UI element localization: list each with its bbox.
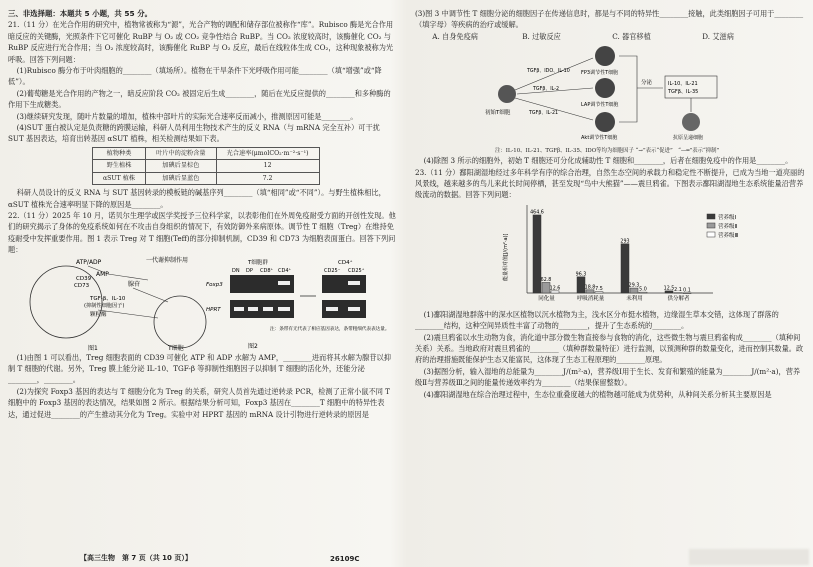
data-label: 464.6 xyxy=(530,210,544,216)
q21-sub1: (1)Rubisco 酶分布于叶肉细胞的________（填场所）。植物在干旱条件下光呼吸作用可能________（填“增强”或“降低”）。 xyxy=(8,66,382,87)
data-label: 96.3 xyxy=(575,272,587,278)
naive-t-cell xyxy=(498,85,516,103)
figure-3-svg xyxy=(415,42,807,148)
q21-sub4b: 科研人员设计的反义 RNA 与 SUT 基因转录的模板链的碱基序列________（填“相同”或“不同”）。与野生植株相比，αSUT 植株光合速率明显下降的原因是________。 xyxy=(8,188,386,209)
fig2-cd25-pos: CD25⁺ xyxy=(348,267,365,274)
data-label: 2.1 xyxy=(674,287,682,293)
q22-options xyxy=(415,31,807,42)
q21-sub3: (3)继续研究发现，随叶片数量的增加，植株中部叶片的实际光合速率反而减小，推测原因可能是________。 xyxy=(16,111,358,121)
blurred-corner xyxy=(689,549,809,565)
option-a: A. 自身免疫病 xyxy=(432,31,478,41)
fig2-note: 注：条带有无代表了相应基因表达，条带粗细代表表达量。 xyxy=(270,326,390,332)
atp-label: ATP/ADP xyxy=(76,258,102,266)
data-label: 29.3 xyxy=(628,283,640,289)
arrow-label-1: TGFβ、IDO、IL-10 xyxy=(527,69,570,75)
inhibitory-label: (抑制性细胞因子) xyxy=(84,302,125,309)
q21-stem: 21.（11 分）在光合作用的研究中，植物常被称为“源”，光合产物的调配和储存部位被称作“库”。Rubisco 酶是光合作用暗反应的关键酶，光照条件下它可催化 RuBP 与 O₂ 或 CO₂ 竞争性结合 RuBP。当 CO₂ 浓度较高时，该酶催化 CO₂ 与 RuBP 反应进行光合作用；当 O₂ 浓度较高时，该酶催化 RuBP 与 O₂ 反应，最后在线粒体生成 CO₂，这种现象被称为光呼吸。回答下列问题： xyxy=(8,20,394,64)
antigen-presenting-cell xyxy=(682,113,700,131)
cd4-foxp3-band xyxy=(348,281,360,285)
x-tick-label: 未利用 xyxy=(626,295,643,302)
bar xyxy=(630,288,638,293)
cd39-label: CD39 xyxy=(76,275,92,282)
adenosine-label: 腺苷 xyxy=(128,280,141,288)
data-label: 7.5 xyxy=(595,287,603,293)
table-header: 光合速率(μmolCO₂·m⁻²·s⁻¹) xyxy=(216,147,319,159)
q21-sub4: (4)SUT 蛋白被认定是负责糖的跨膜运输，科研人员利用生物技术产生的反义 RNA（与 mRNA 完全互补）可干扰 SUT 基因表达，培育出转基因 αSUT 植株，相关检测结果如下表。 xyxy=(8,123,380,144)
cytokine-line1: IL-10、IL-21 xyxy=(668,81,698,88)
cytokine-arrow xyxy=(98,310,158,318)
table-header-row xyxy=(93,147,320,159)
foxp3-treg-label: FP3调节性T细胞 xyxy=(581,70,619,77)
left-column xyxy=(8,8,396,420)
x-tick-label: 同化量 xyxy=(538,295,555,302)
q22-sub4: (4)除图 3 所示的细胞外，初始 T 细胞还可分化成辅助性 T 细胞和________，后者在细胞免疫中的作用是________。 xyxy=(423,156,793,166)
fig2-title: T细胞群 xyxy=(248,259,268,266)
data-label: 0.1 xyxy=(683,288,691,294)
q21-sub2: (2)葡萄糖是光合作用的产物之一，暗反应阶段 CO₂ 被固定后生成________，随后在光反应提供的________和多种酶的作用下生成糖类。 xyxy=(8,88,391,110)
akt-treg-label: Akt调节性T细胞 xyxy=(581,135,618,142)
data-label: 18.8 xyxy=(584,285,596,291)
q23-sub4: (4)鄱阳湖湿地在综合治理过程中，生态位重叠度越大的植物越可能成为优势种，从种间关系分析其主要原因是 xyxy=(423,389,772,399)
figure-1-2 xyxy=(8,256,396,352)
cd4-hprt-band xyxy=(348,307,360,311)
hprt-band xyxy=(234,307,244,311)
q23-stem: 23.（11 分）鄱阳湖湿地经过多年科学有序的综合治理，自然生态空间的承载力和稳定性不断提升，已成为当地一道亮丽的风景线，越来越多的鸟儿来此长时间停栖，甚至发现“鸟中大熊猫”——震旦鸦雀。下图表示鄱阳湖湿地生态系统能量沿营养级流动的数据。回答下列问题： xyxy=(415,167,805,200)
hprt-band xyxy=(248,307,258,311)
energy-bar-chart xyxy=(415,201,807,309)
exam-code: 26109C xyxy=(330,555,360,563)
foxp3-label: Foxp3 xyxy=(206,281,223,288)
apc-label: 抗原呈递细胞 xyxy=(673,135,704,142)
akt-treg-cell xyxy=(595,112,615,132)
table-header: 植物种类 xyxy=(93,147,146,159)
cd73-label: CD73 xyxy=(74,282,90,289)
arrow-label-3: TGFβ、IL-21 xyxy=(529,111,559,117)
fig2-col-cd8: CD8⁺ xyxy=(260,267,274,274)
legend-swatch xyxy=(707,232,715,237)
data-label: 12.6 xyxy=(549,286,561,292)
q21-table xyxy=(92,147,320,185)
arrow-label-2: TGFβ、IL-2 xyxy=(533,87,560,93)
granzyme-label: 颗粒酶 xyxy=(90,311,107,318)
chart-ylabel: 能量相对值[J/(m²·a)] xyxy=(503,233,509,281)
table-cell: 加碘后显棕色 xyxy=(146,160,217,172)
data-label: 12.5 xyxy=(663,286,675,292)
table-cell: 7.2 xyxy=(216,172,319,184)
q22-stem: 22.（11 分）2025 年 10 月，诺贝尔生理学或医学奖授予三位科学家，以表彰他们在外周免疫耐受方面的开创性发现。他们的研究揭示了身体的免疫系统如何在不攻击自身组织的情况下，有效防御外来病原体。调节性 T 细胞（Treg）在维持免疫耐受中发挥重要作用。图 1 表示 Treg 对 T 细胞(Teff)的部分抑制机制，CD39 和 CD73 为细胞表面蛋白。回答下列问题： xyxy=(8,210,396,255)
figure-1 xyxy=(30,256,206,352)
energy-chart xyxy=(415,201,807,309)
fig2-cd25-neg: CD25⁻ xyxy=(324,267,341,274)
fig1-caption: 图1 xyxy=(88,344,98,352)
cd4-hprt-band xyxy=(326,307,338,311)
q22-sub3: (3)图 3 中调节性 T 细胞分泌的细胞因子在传递信息时，都是与不同的特异性________接触，此类细胞因子可用于________（填字母）等疾病的治疗或缓解。 xyxy=(415,9,804,30)
option-c: C. 器官移植 xyxy=(612,31,651,41)
page-footer: 【高三生物 第 7 页（共 10 页）】 xyxy=(80,554,192,562)
bar-group xyxy=(527,205,739,302)
hprt-label: HPRT xyxy=(206,306,221,313)
legend-swatch xyxy=(707,214,715,219)
q23-sub3: (3)据图分析，输入湿地的总能量为________J/(m²·a)，营养级Ⅰ用于生长、发育和繁殖的能量为________J/(m²·a)，营养级Ⅱ与营养级Ⅲ之间的能量传递效率约为________（结果保留整数）。 xyxy=(415,366,801,388)
table-row xyxy=(93,172,320,184)
hprt-band xyxy=(278,307,290,311)
adenosine-arrow xyxy=(133,288,168,302)
secrete-label: 分泌 xyxy=(641,80,653,87)
section-heading: 三、非选择题：本题共 5 小题，共 55 分。 xyxy=(8,9,152,18)
figure-3-note: 注：IL-10、IL-21、TGFβ、IL-35、IDO等均为细胞因子 “→”表示“促进” “—━”表示“抑制” xyxy=(495,148,720,155)
legend-label: 营养级Ⅰ xyxy=(718,214,737,221)
fig2-caption: 图2 xyxy=(248,342,258,350)
figure-2 xyxy=(206,258,389,350)
fig2-col-cd4: CD4⁺ xyxy=(278,267,292,274)
legend-swatch xyxy=(707,223,715,228)
tgf-label: TGF-β、IL-10 xyxy=(90,295,126,302)
hprt-band xyxy=(263,307,273,311)
table-header: 叶片中的淀粉含量 xyxy=(146,147,217,159)
option-d: D. 艾滋病 xyxy=(702,31,734,41)
foxp3-treg-cell xyxy=(595,46,615,66)
q22-sub1: (1)由图 1 可以看出，Treg 细胞表面的 CD39 可催化 ATP 和 ADP 水解为 AMP，________进而将其水解为腺苷以抑制 T 细胞的代谢。另外，Treg 膜上能分泌 IL-10、TGF-β 等抑制性细胞因子以抑制 T 细胞的活化外，还能分泌________，________。 xyxy=(8,352,391,385)
lap-treg-label: LAP调节性T细胞 xyxy=(581,102,619,109)
data-label: 5.0 xyxy=(639,287,647,293)
tcell-label: T细胞 xyxy=(168,344,184,352)
x-tick-label: 呼吸消耗量 xyxy=(576,295,605,302)
lap-treg-cell xyxy=(595,78,615,98)
option-b: B. 过敏反应 xyxy=(522,31,561,41)
data-label: 293 xyxy=(620,239,630,245)
q23-sub1: (1)鄱阳湖湿地群落中的深水区植物以沉水植物为主，浅水区分布挺水植物，边缘湿生草本交错，这体现了群落的________结构，这种空间异质性丰富了动物的________，提升了生态系统的________。 xyxy=(415,309,779,331)
right-column xyxy=(415,8,807,400)
naive-label: 初始T细胞 xyxy=(485,110,511,117)
figure-3 xyxy=(415,42,807,148)
q22-sub2: (2)为探究 Foxp3 基因的表达与 T 细胞分化为 Treg 的关系，研究人员首先通过逆转录 PCR，检测了正常小鼠不同 T 细胞中的 Foxp3 基因的表达情况，结果如图 2 所示。根据结果分析可知，Foxp3 基因在________T 细胞中的特异性表达，通过促进________的产生推动其分化为 Treg。实验中对 HPRT 基因的 mRNA 设计引物进行逆转录的原因是 xyxy=(8,386,390,419)
t-cell xyxy=(154,296,206,348)
cytokine-line2: TGFβ、IL-35 xyxy=(668,89,699,96)
fig2-cd4: CD4⁺ xyxy=(338,259,353,266)
amp-label: AMP xyxy=(96,270,109,278)
treg-cell xyxy=(30,266,102,338)
fig2-col-dn: DN xyxy=(232,267,240,274)
table-row xyxy=(93,160,320,172)
q22-figures xyxy=(8,256,396,352)
table-cell: αSUT 植株 xyxy=(93,172,146,184)
legend-label: 营养级Ⅱ xyxy=(718,223,738,230)
q23-sub2: (2)震旦鸦雀以水生动物为食，消化道中部分微生物直接参与食物的消化，这些微生物与震旦鸦雀构成________（填种间关系）关系。当地政府对震旦鸦雀的________（填种群数量特征）进行监测，以预测种群的数量变化，进而控制其数量。政府的治理措施既能保护生态又能富民，这体现了生态工程原理的________原理。 xyxy=(415,332,804,365)
x-tick-label: 供分解者 xyxy=(667,295,690,302)
data-label: 62.8 xyxy=(540,277,552,283)
fig2-col-dp: DP xyxy=(246,267,253,274)
legend-label: 营养级Ⅲ xyxy=(718,232,739,239)
foxp3-band xyxy=(278,281,290,285)
table-cell: 12 xyxy=(216,160,319,172)
metabolism-label: 一代谢抑制作用 xyxy=(146,256,189,264)
table-cell: 加碘后显蓝色 xyxy=(146,172,217,184)
bracket xyxy=(619,56,637,122)
table-cell: 野生植株 xyxy=(93,160,146,172)
